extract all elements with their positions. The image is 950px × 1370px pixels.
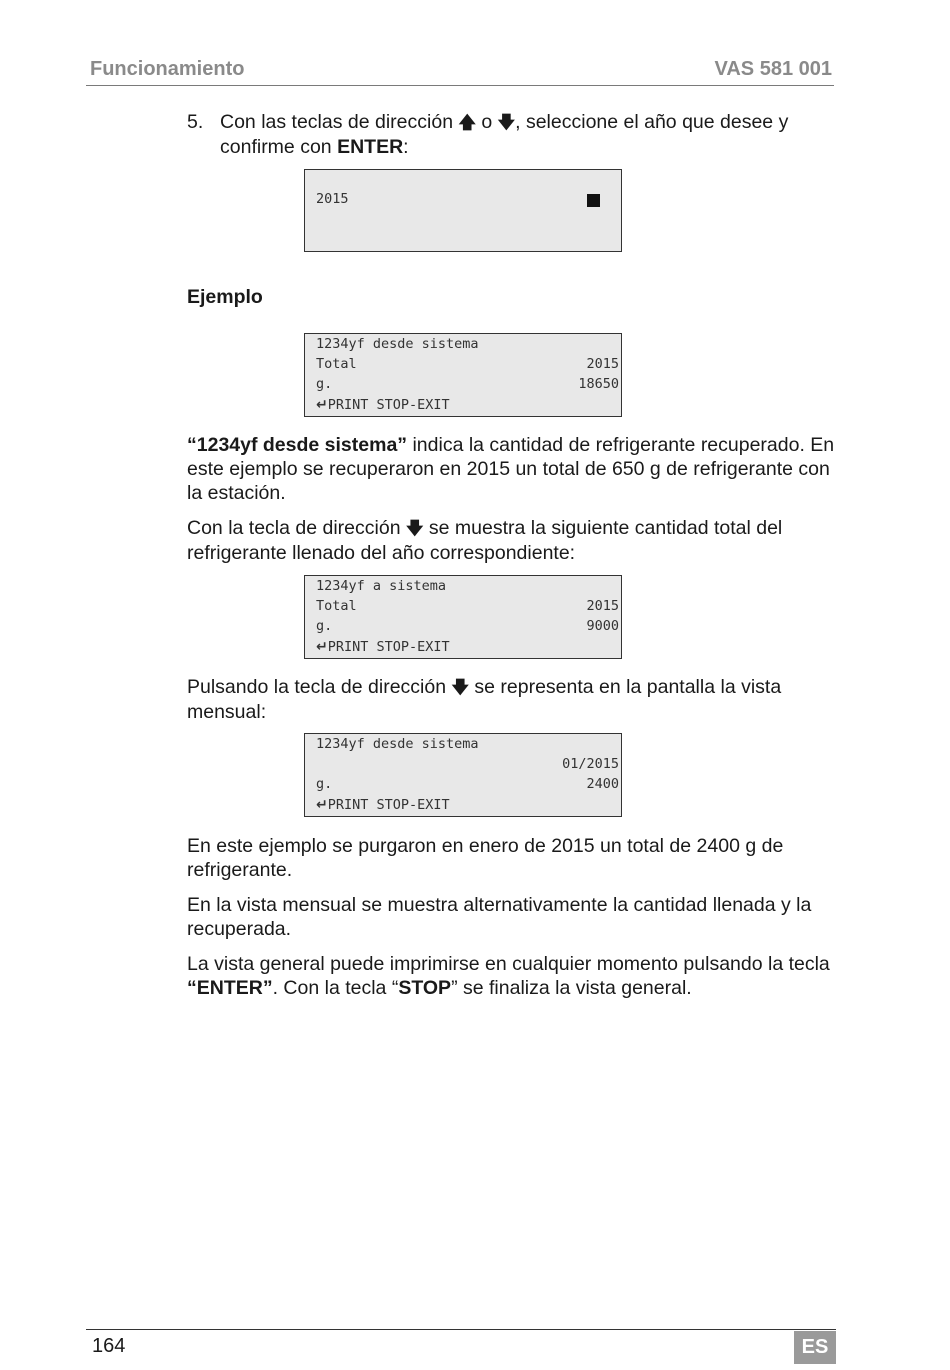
- lcd-line: PRINT STOP-EXIT: [327, 397, 450, 413]
- model-number: VAS 581 001: [714, 58, 832, 80]
- enter-key-label: “ENTER”: [187, 977, 273, 999]
- lcd-line: PRINT STOP-EXIT: [327, 797, 450, 813]
- page-number: 164: [92, 1335, 126, 1357]
- lcd-line: 1234yf desde sistema: [316, 736, 479, 752]
- arrow-down-icon: 🡇: [497, 113, 516, 133]
- example-heading: Ejemplo: [187, 286, 263, 308]
- enter-return-icon: ↵: [316, 397, 328, 413]
- lcd-year-display: [304, 169, 622, 252]
- arrow-down-icon: 🡇: [451, 678, 469, 698]
- step-number: 5.: [187, 111, 204, 133]
- lcd-value: 2015: [586, 598, 619, 614]
- lcd-value: 2015: [586, 356, 619, 372]
- stop-key-label: STOP: [398, 977, 452, 999]
- enter-return-icon: ↵: [316, 639, 328, 655]
- year-value: 2015: [316, 191, 349, 207]
- lcd-label: Total: [316, 598, 357, 614]
- paragraph-print: La vista general puede imprimirse en cualquier momento pulsando la tecla “ENTER”. Con la tecla “STOP” se finaliza la vista general.: [187, 953, 830, 999]
- lcd-line: 1234yf a sistema: [316, 578, 447, 594]
- step-text: Con las teclas de dirección 🡅 o 🡇, seleccione el año que desee y confirme con ENTER:: [220, 111, 789, 158]
- paragraph-purged: En este ejemplo se purgaron en enero de 2015 un total de 2400 g de refrigerante.: [187, 835, 784, 881]
- header-divider: [86, 85, 834, 86]
- lcd-line: PRINT STOP-EXIT: [327, 639, 450, 655]
- arrow-up-icon: 🡅: [458, 113, 476, 133]
- section-title: Funcionamiento: [90, 58, 245, 80]
- lcd-value: 9000: [586, 618, 619, 634]
- lcd-label: g.: [316, 376, 333, 392]
- enter-return-icon: ↵: [316, 797, 328, 813]
- lcd-value: 2400: [586, 776, 619, 792]
- lcd-monthly-display: [304, 733, 622, 817]
- footer-divider: [86, 1329, 836, 1330]
- paragraph-filled: Con la tecla de dirección 🡇 se muestra la siguiente cantidad total del refrigerante llenado del año correspondiente:: [187, 517, 783, 564]
- lcd-value: 01/2015: [562, 756, 619, 772]
- lcd-label: g.: [316, 776, 333, 792]
- lcd-recovered-display: [304, 333, 622, 417]
- paragraph-recovered: “1234yf desde sistema” indica la cantidad de refrigerante recuperado. En este ejemplo se recuperaron en 2015 un total de 650 g de refrigerante con la estación.: [187, 434, 835, 504]
- lcd-line: 1234yf desde sistema: [316, 336, 479, 352]
- paragraph-alternating: En la vista mensual se muestra alternativamente la cantidad llenada y la recuperada.: [187, 894, 812, 940]
- lcd-label: Total: [316, 356, 357, 372]
- language-badge: ES: [794, 1331, 836, 1364]
- arrow-down-icon: 🡇: [405, 519, 424, 539]
- cursor-block-icon: [587, 194, 600, 207]
- lcd-label: g.: [316, 618, 333, 634]
- lcd-value: 18650: [578, 376, 619, 392]
- paragraph-monthly: Pulsando la tecla de dirección 🡇 se representa en la pantalla la vista mensual:: [187, 676, 782, 723]
- enter-key-label: ENTER: [337, 136, 404, 158]
- step-5: [187, 110, 837, 159]
- lcd-filled-display: [304, 575, 622, 659]
